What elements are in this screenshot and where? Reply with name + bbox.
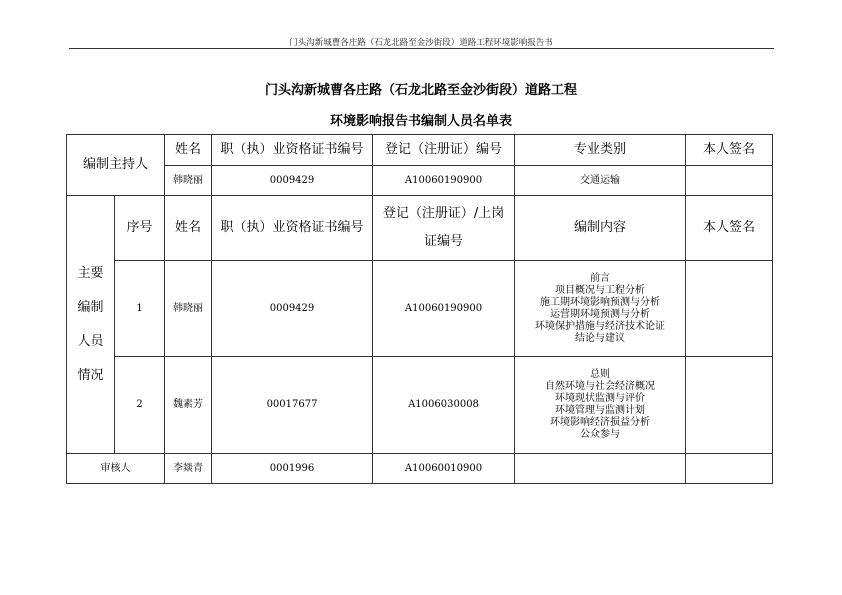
main-reg-header: 登记（注册证）/上岗 证编号 [373,196,515,261]
staff-table [66,134,773,484]
host-name-header: 姓名 [165,135,212,166]
host-cert-header: 职（执）业资格证书编号 [212,135,373,166]
host-category: 交通运输 [515,166,686,196]
row-seq: 2 [115,357,165,454]
main-section-label: 主要 编制 人员 情况 [67,196,115,454]
host-reg-no: A10060190900 [373,166,515,196]
row-cert-no: 00017677 [212,357,373,454]
host-signature-cell [686,166,773,196]
row-reg-no: A1006030008 [373,357,515,454]
reviewer-row [67,454,773,484]
content-header: 编制内容 [515,196,686,261]
row-signature-cell [686,357,773,454]
table-row [67,261,773,357]
host-cert-no: 0009429 [212,166,373,196]
host-name: 韩晓丽 [165,166,212,196]
reviewer-reg-no: A10060010900 [373,454,515,484]
document-title: 门头沟新城曹各庄路（石龙北路至金沙街段）道路工程 [264,83,577,98]
reviewer-signature-cell [686,454,773,484]
row-name: 魏素芳 [165,357,212,454]
row-cert-no: 0009429 [212,261,373,357]
host-signature-header: 本人签名 [686,135,773,166]
main-cert-header: 职（执）业资格证书编号 [212,196,373,261]
main-signature-header: 本人签名 [686,196,773,261]
host-reg-header: 登记（注册证）编号 [373,135,515,166]
running-header: 门头沟新城曹各庄路（石龙北路至金沙街段）道路工程环境影响报告书 [289,38,553,48]
table-row [67,357,773,454]
reviewer-name: 李燚青 [165,454,212,484]
main-header-row [67,196,773,261]
row-name: 韩晓丽 [165,261,212,357]
host-category-header: 专业类别 [515,135,686,166]
row-seq: 1 [115,261,165,357]
reviewer-cert-no: 0001996 [212,454,373,484]
table-title: 环境影响报告书编制人员名单表 [329,114,512,129]
main-name-header: 姓名 [165,196,212,261]
row-reg-no: A10060190900 [373,261,515,357]
row-content: 前言 项目概况与工程分析 施工期环境影响预测与分析 运营期环境预测与分析 环境保护措施与经济技术论证 结论与建议 [515,261,686,357]
host-section-label: 编制主持人 [67,135,165,196]
reviewer-label: 审核人 [67,454,165,484]
seq-header: 序号 [115,196,165,261]
reviewer-content-cell [515,454,686,484]
host-row [67,166,773,196]
host-header-row [67,135,773,166]
row-signature-cell [686,261,773,357]
header-divider [69,48,774,49]
row-content: 总则 自然环境与社会经济概况 环境现状监测与评价 环境管理与监测计划 环境影响经济损益分析 公众参与 [515,357,686,454]
